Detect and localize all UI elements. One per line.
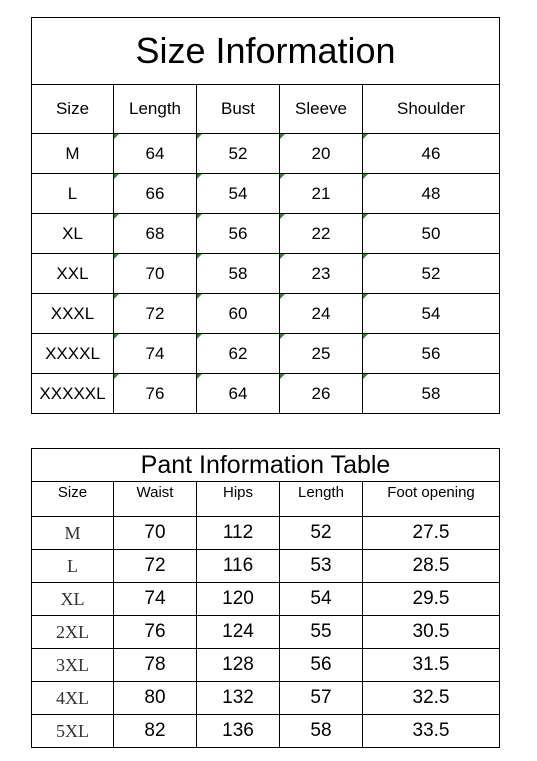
- size-cell: M: [32, 517, 114, 550]
- header-cell: Length: [114, 85, 197, 134]
- value-cell: 82: [114, 715, 197, 748]
- value-cell: 26: [280, 374, 363, 414]
- value-cell: 120: [197, 583, 280, 616]
- value-cell: 116: [197, 550, 280, 583]
- size-cell: M: [32, 134, 114, 174]
- table-row: [32, 294, 500, 334]
- header-cell: Bust: [197, 85, 280, 134]
- value-cell: 57: [280, 682, 363, 715]
- size-table-header-row: [32, 85, 500, 134]
- size-cell: L: [32, 174, 114, 214]
- value-cell: 29.5: [363, 583, 500, 616]
- size-table-title: Size Information: [32, 18, 500, 85]
- pant-table-header-row: [32, 482, 500, 517]
- value-cell: 136: [197, 715, 280, 748]
- table-row: [32, 334, 500, 374]
- value-cell: 58: [280, 715, 363, 748]
- value-cell: 76: [114, 616, 197, 649]
- value-cell: 54: [363, 294, 500, 334]
- header-cell: Size: [32, 85, 114, 134]
- value-cell: 28.5: [363, 550, 500, 583]
- value-cell: 54: [197, 174, 280, 214]
- value-cell: 56: [363, 334, 500, 374]
- value-cell: 64: [114, 134, 197, 174]
- size-cell: 4XL: [32, 682, 114, 715]
- table-row: [32, 174, 500, 214]
- value-cell: 46: [363, 134, 500, 174]
- value-cell: 55: [280, 616, 363, 649]
- value-cell: 72: [114, 550, 197, 583]
- table-row: [32, 254, 500, 294]
- table-row: [32, 583, 500, 616]
- value-cell: 58: [197, 254, 280, 294]
- table-row: [32, 616, 500, 649]
- table-row: [32, 682, 500, 715]
- value-cell: 112: [197, 517, 280, 550]
- table-row: [32, 374, 500, 414]
- value-cell: 52: [280, 517, 363, 550]
- header-cell: Shoulder: [363, 85, 500, 134]
- value-cell: 24: [280, 294, 363, 334]
- value-cell: 52: [197, 134, 280, 174]
- value-cell: 31.5: [363, 649, 500, 682]
- header-cell: Waist: [114, 482, 197, 517]
- value-cell: 74: [114, 334, 197, 374]
- value-cell: 54: [280, 583, 363, 616]
- value-cell: 58: [363, 374, 500, 414]
- value-cell: 53: [280, 550, 363, 583]
- value-cell: 78: [114, 649, 197, 682]
- table-row: [32, 214, 500, 254]
- value-cell: 124: [197, 616, 280, 649]
- size-cell: XL: [32, 214, 114, 254]
- size-cell: XXXXXL: [32, 374, 114, 414]
- size-cell: XXL: [32, 254, 114, 294]
- table-row: [32, 134, 500, 174]
- table-row: [32, 715, 500, 748]
- table-row: [32, 550, 500, 583]
- value-cell: 21: [280, 174, 363, 214]
- value-cell: 68: [114, 214, 197, 254]
- value-cell: 76: [114, 374, 197, 414]
- value-cell: 60: [197, 294, 280, 334]
- header-cell: Hips: [197, 482, 280, 517]
- value-cell: 70: [114, 254, 197, 294]
- value-cell: 23: [280, 254, 363, 294]
- value-cell: 64: [197, 374, 280, 414]
- value-cell: 132: [197, 682, 280, 715]
- size-cell: 5XL: [32, 715, 114, 748]
- value-cell: 30.5: [363, 616, 500, 649]
- value-cell: 56: [197, 214, 280, 254]
- header-cell: Size: [32, 482, 114, 517]
- table-row: [32, 517, 500, 550]
- value-cell: 72: [114, 294, 197, 334]
- value-cell: 80: [114, 682, 197, 715]
- size-cell: 2XL: [32, 616, 114, 649]
- value-cell: 52: [363, 254, 500, 294]
- value-cell: 62: [197, 334, 280, 374]
- header-cell: Sleeve: [280, 85, 363, 134]
- value-cell: 70: [114, 517, 197, 550]
- pant-table-title: Pant Information Table: [32, 449, 500, 482]
- value-cell: 27.5: [363, 517, 500, 550]
- value-cell: 74: [114, 583, 197, 616]
- value-cell: 25: [280, 334, 363, 374]
- value-cell: 22: [280, 214, 363, 254]
- size-cell: 3XL: [32, 649, 114, 682]
- header-cell: Foot opening: [363, 482, 500, 517]
- size-cell: XXXL: [32, 294, 114, 334]
- value-cell: 20: [280, 134, 363, 174]
- value-cell: 66: [114, 174, 197, 214]
- table-row: [32, 649, 500, 682]
- pant-information-table: [31, 448, 500, 748]
- header-cell: Length: [280, 482, 363, 517]
- value-cell: 33.5: [363, 715, 500, 748]
- size-cell: XXXXL: [32, 334, 114, 374]
- value-cell: 32.5: [363, 682, 500, 715]
- value-cell: 50: [363, 214, 500, 254]
- value-cell: 48: [363, 174, 500, 214]
- size-cell: L: [32, 550, 114, 583]
- value-cell: 56: [280, 649, 363, 682]
- size-information-table: [31, 17, 500, 414]
- size-cell: XL: [32, 583, 114, 616]
- value-cell: 128: [197, 649, 280, 682]
